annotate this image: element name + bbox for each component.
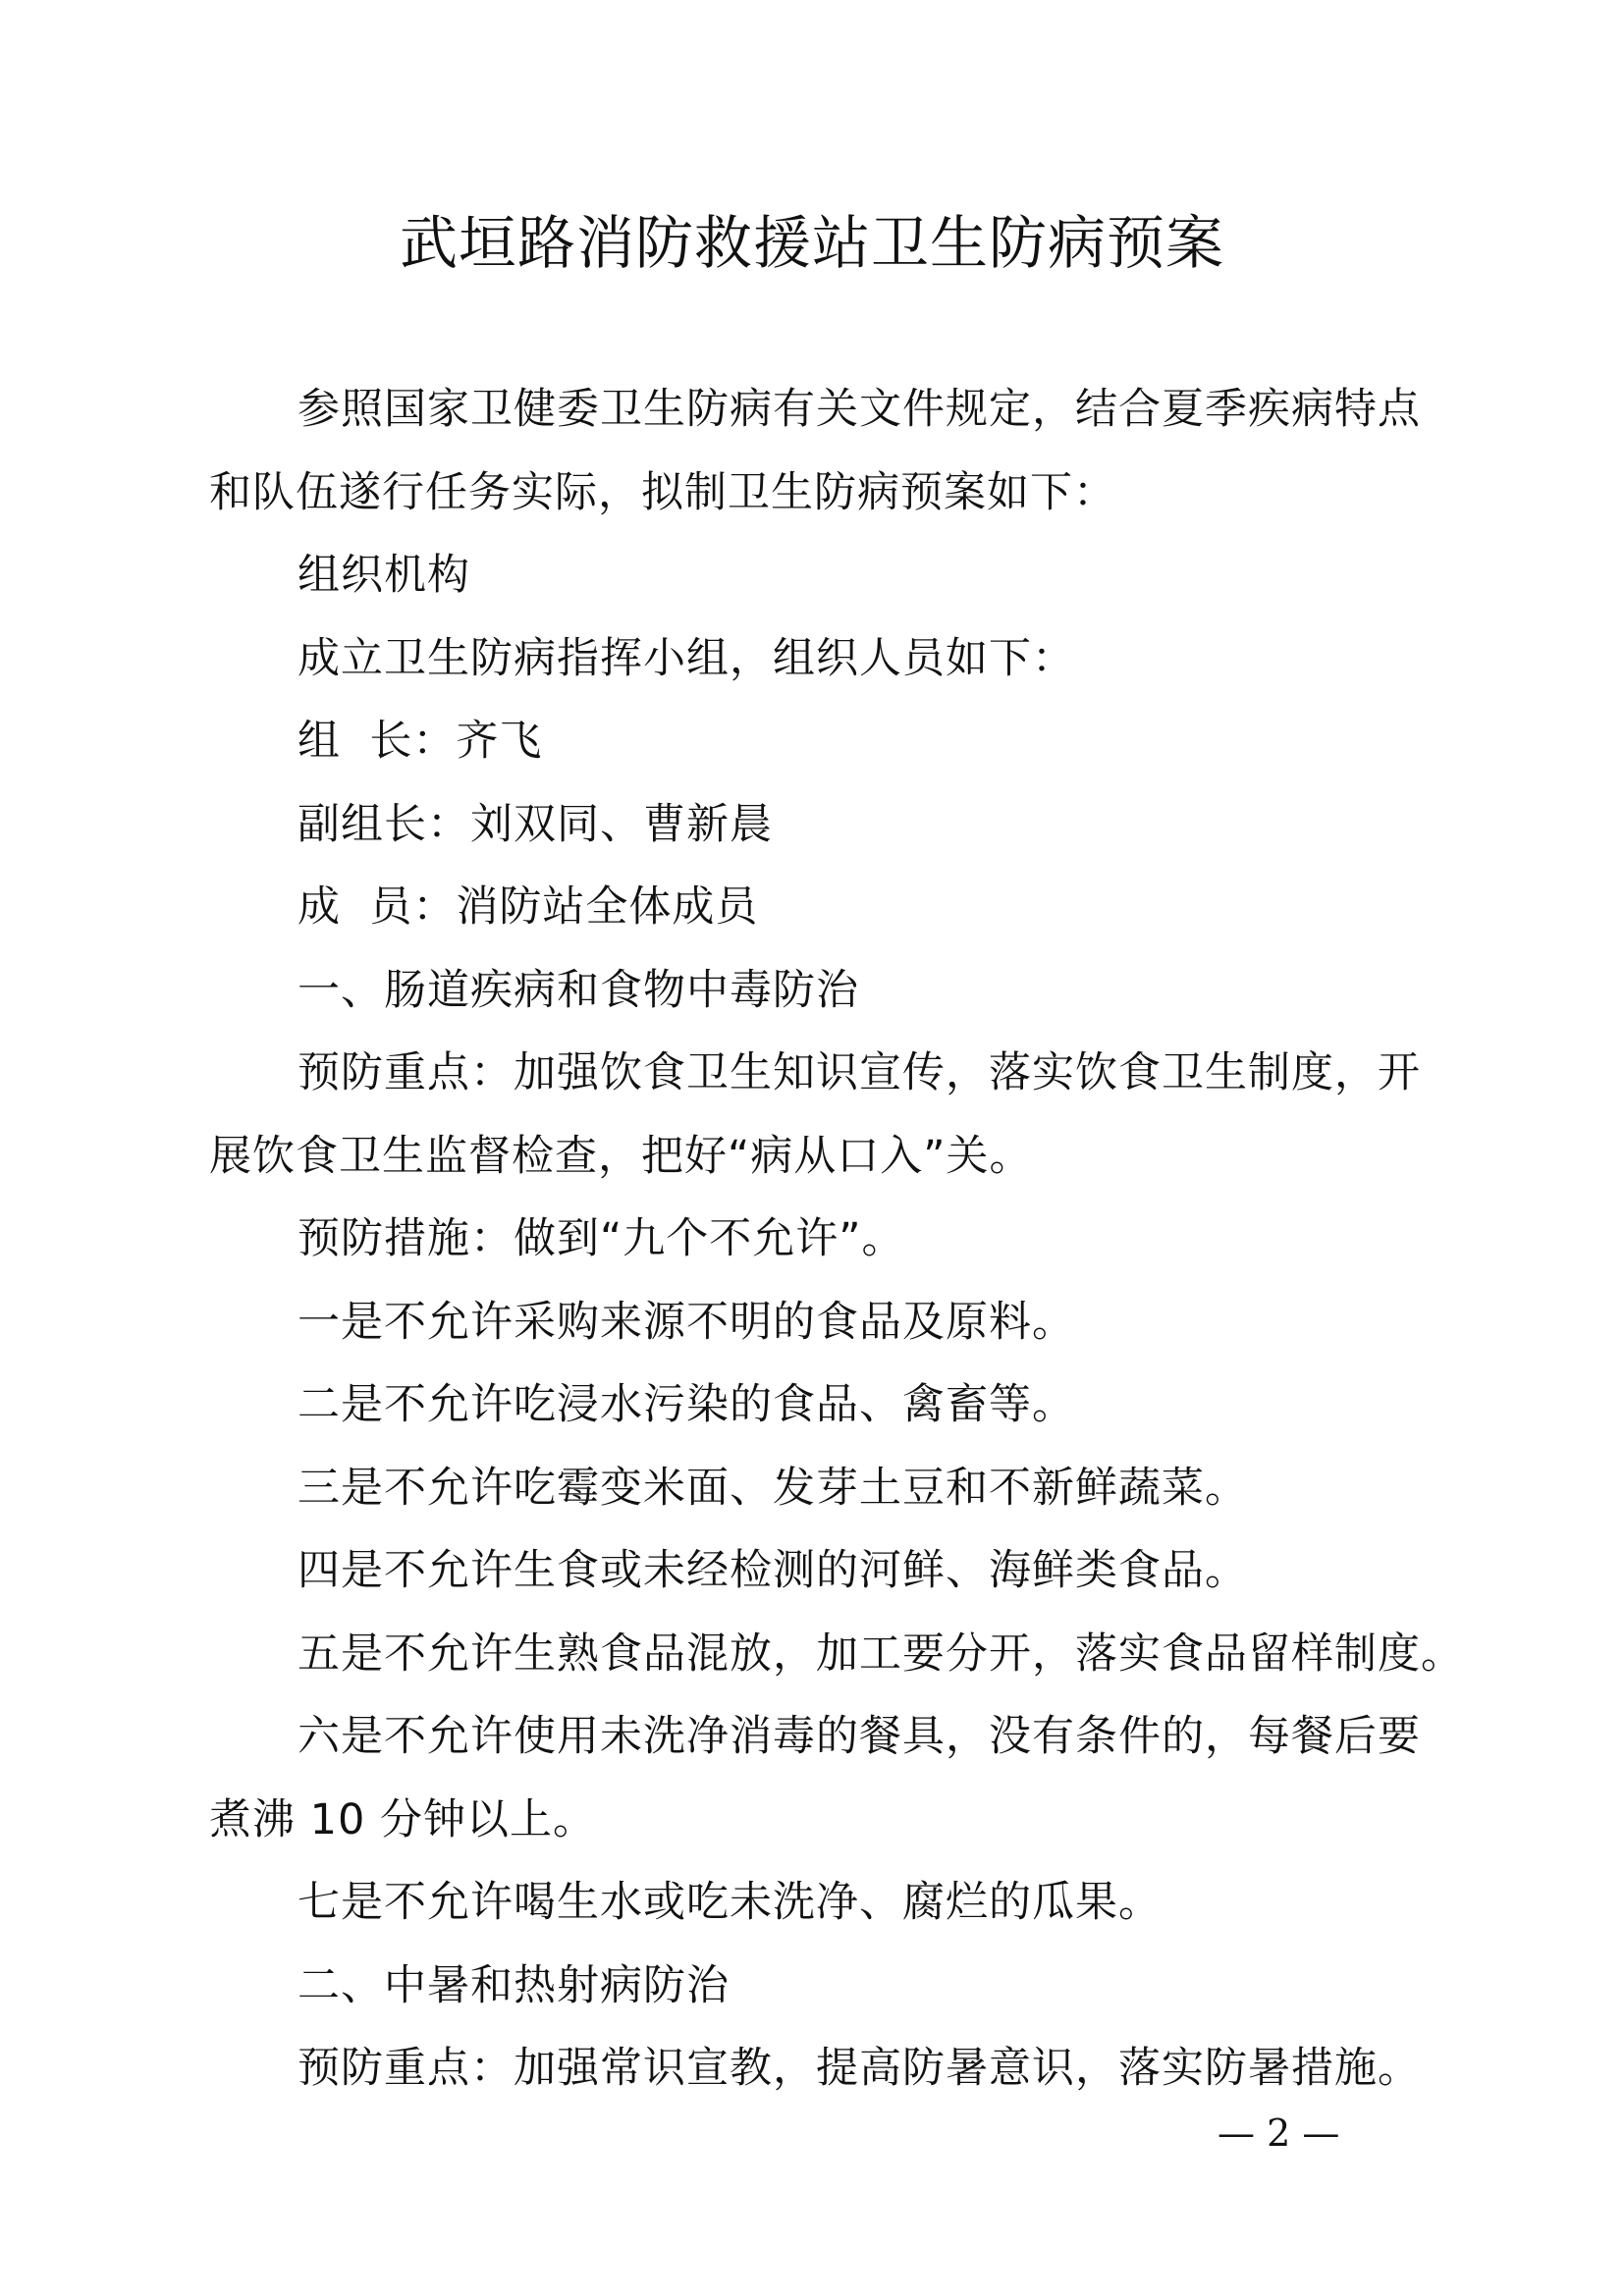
document-title: 武垣路消防救援站卫生防病预案	[399, 209, 1224, 277]
leader-line: 组 长：齐飞	[298, 717, 543, 766]
list-item: 四是不允许生食或未经检测的河鲜、海鲜类食品。	[298, 1546, 1248, 1595]
list-item: 一是不允许采购来源不明的食品及原料。	[298, 1297, 1075, 1347]
list-item: 七是不允许喝生水或吃未洗净、腐烂的瓜果。	[298, 1878, 1162, 1927]
paragraph: 预防重点：加强常识宣教，提高防暑意识，落实防暑措施。	[298, 2044, 1421, 2093]
list-item: 二是不允许吃浸水污染的食品、禽畜等。	[298, 1380, 1075, 1429]
paragraph: 预防重点：加强饮食卫生知识宣传，落实饮食卫生制度，开展饮食卫生监督检查，把好“病从口入”关。	[209, 1048, 1421, 1181]
list-item: 五是不允许生熟食品混放，加工要分开，落实食品留样制度。	[298, 1629, 1464, 1679]
intro-paragraph: 参照国家卫健委卫生防病有关文件规定，结合夏季疾病特点和队伍遂行任务实际，拟制卫生防病预案如下：	[209, 385, 1421, 517]
document-body	[209, 368, 1464, 2110]
section-heading: 一、肠道疾病和食物中毒防治	[298, 965, 859, 1015]
paragraph: 预防措施：做到“九个不允许”。	[298, 1214, 905, 1263]
list-item: 三是不允许吃霉变米面、发芽土豆和不新鲜蔬菜。	[298, 1463, 1248, 1513]
section-heading: 二、中暑和热射病防治	[298, 1960, 730, 2010]
deputy-leader-line: 副组长：刘双同、曹新晨	[298, 799, 773, 849]
paragraph: 成立卫生防病指挥小组，组织人员如下：	[298, 633, 1075, 683]
page-number: — 2 —	[1218, 2111, 1340, 2155]
list-item: 六是不允许使用未洗净消毒的餐具，没有条件的，每餐后要煮沸 10 分钟以上。	[209, 1712, 1421, 1844]
section-heading: 组织机构	[298, 551, 470, 600]
members-line: 成 员：消防站全体成员	[298, 882, 759, 932]
